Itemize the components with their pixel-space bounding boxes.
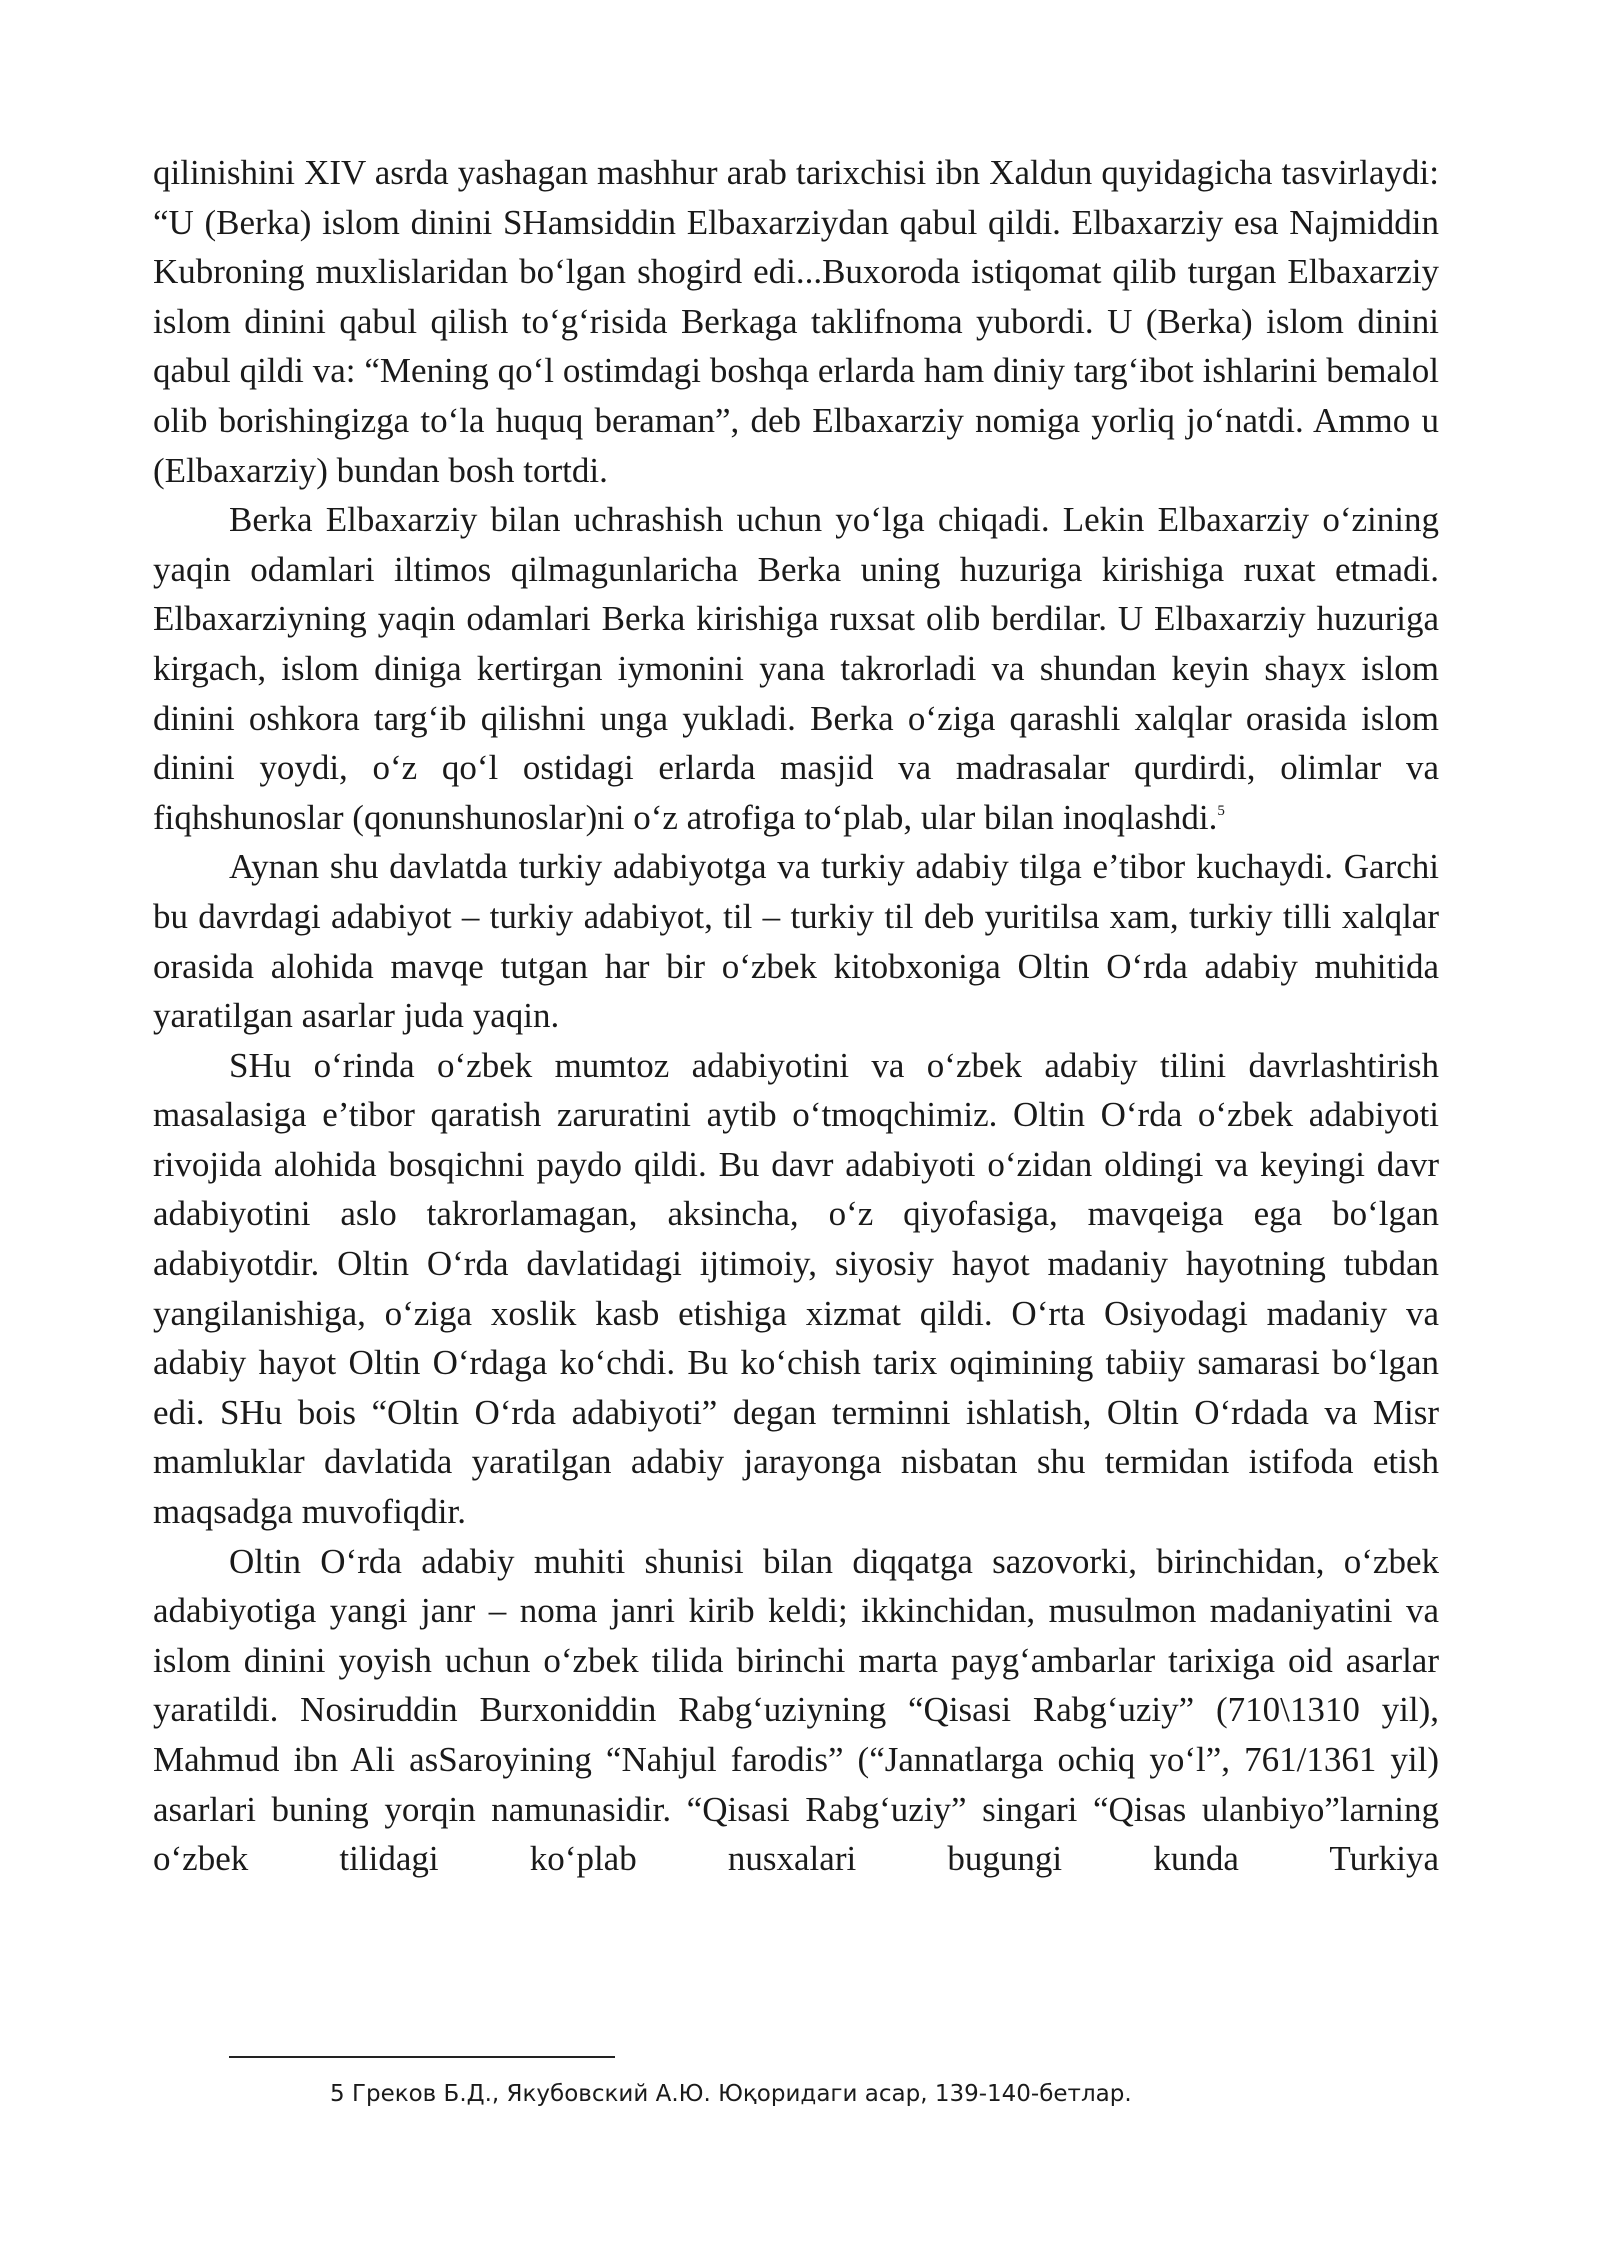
footnote-separator: [229, 2056, 615, 2058]
paragraph-4: [153, 1041, 1439, 1537]
footnote-reference[interactable]: 5: [1217, 802, 1225, 819]
paragraph-2: [153, 495, 1439, 842]
paragraph-5-text: Oltin Oʻrda adabiy muhiti shunisi bilan diqqatga sazovorki, birinchidan, oʻzbek adabiyotiga yangi janr – noma janri kirib keldi; ikkinchidan, musulmon madaniyatini va islom dinini yoyish uchun oʻzbek tilida birinchi marta paygʻambarlar tarixiga oid asarlar yaratildi. Nosiruddin Burxoniddin Rabgʻuziyning “Qisasi Rabgʻuziy” (710\1310 yil), Mahmud ibn Ali asSaroyining “Nahjul farodis” (“Jannatlarga ochiq yoʻl”, 761/1361 yil) asarlari buning yorqin namunasidir. “Qisasi Rabgʻuziy” singari “Qisas ulanbiyo”larning oʻzbek tilidagi koʻplab nusxalari bugungi kunda Turkiya: [153, 1541, 1439, 1879]
paragraph-1: [153, 148, 1439, 495]
paragraph-5: [153, 1537, 1439, 1884]
paragraph-3: [153, 842, 1439, 1040]
paragraph-3-text: Aynan shu davlatda turkiy adabiyotga va turkiy adabiy tilga e’tibor kuchaydi. Garchi bu davrdagi adabiyot – turkiy adabiyot, til – turkiy til deb yuritilsa xam, turkiy tilli xalqlar orasida alohida mavqe tutgan har bir oʻzbek kitobxoniga Oltin Oʻrda adabiy muhitida yaratilgan asarlar juda yaqin.: [153, 847, 1439, 1036]
paragraph-2-text: Berka Elbaxarziy bilan uchrashish uchun yoʻlga chiqadi. Lekin Elbaxarziy oʻzining yaqin odamlari iltimos qilmagunlaricha Berka uning huzuriga kirishiga ruxat etmadi. Elbaxarziyning yaqin odamlari Berka kirishiga ruxsat olib berdilar. U Elbaxarziy huzuriga kirgach, islom diniga kertirgan iymonini yana takrorladi va shundan keyin shayx islom dinini oshkora targʻib qilishni unga yukladi. Berka oʻziga qarashli xalqlar orasida islom dinini yoydi, oʻz qoʻl ostidagi erlarda masjid va madrasalar qurdirdi, olimlar va fiqhshunoslar (qonunshunoslar)ni oʻz atrofiga toʻplab, ular bilan inoqlashdi.: [153, 500, 1439, 837]
footnote: 5 Греков Б.Д., Якубовский А.Ю. Юқоридаги асар, 139-140-бетлар.: [330, 2081, 1132, 2107]
paragraph-1-text: qilinishini XIV asrda yashagan mashhur arab tarixchisi ibn Xaldun quyidagicha tasvirlaydi: “U (Berka) islom dinini SHamsiddin Elbaxarziydan qabul qildi. Elbaxarziy esa Najmiddin Kubroning muxlislaridan boʻlgan shogird edi...Buxoroda istiqomat qilib turgan Elbaxarziy islom dinini qabul qilish toʻgʻrisida Berkaga taklifnoma yubordi. U (Berka) islom dinini qabul qildi va: “Mening qoʻl ostimdagi boshqa erlarda ham diniy targʻibot ishlarini bemalol olib borishingizga toʻla huquq beraman”, deb Elbaxarziy nomiga yorliq joʻnatdi. Ammo u (Elbaxarziy) bundan bosh tortdi.: [153, 153, 1439, 490]
paragraph-4-text: SHu oʻrinda oʻzbek mumtoz adabiyotini va oʻzbek adabiy tilini davrlashtirish masalasiga e’tibor qaratish zaruratini aytib oʻtmoqchimiz. Oltin Oʻrda oʻzbek adabiyoti rivojida alohida bosqichni paydo qildi. Bu davr adabiyoti oʻzidan oldingi va keyingi davr adabiyotini aslo takrorlamagan, aksincha, oʻz qiyofasiga, mavqeiga ega boʻlgan adabiyotdir. Oltin Oʻrda davlatidagi ijtimoiy, siyosiy hayot madaniy hayotning tubdan yangilanishiga, oʻziga xoslik kasb etishiga xizmat qildi. Oʻrta Osiyodagi madaniy va adabiy hayot Oltin Oʻrdaga koʻchdi. Bu koʻchish tarix oqimining tabiiy samarasi boʻlgan edi. SHu bois “Oltin Oʻrda adabiyoti” degan terminni ishlatish, Oltin Oʻrdada va Misr mamluklar davlatida yaratilgan adabiy jarayonga nisbatan shu termidan istifoda etish maqsadga muvofiqdir.: [153, 1045, 1439, 1532]
body-text: [153, 148, 1439, 1884]
